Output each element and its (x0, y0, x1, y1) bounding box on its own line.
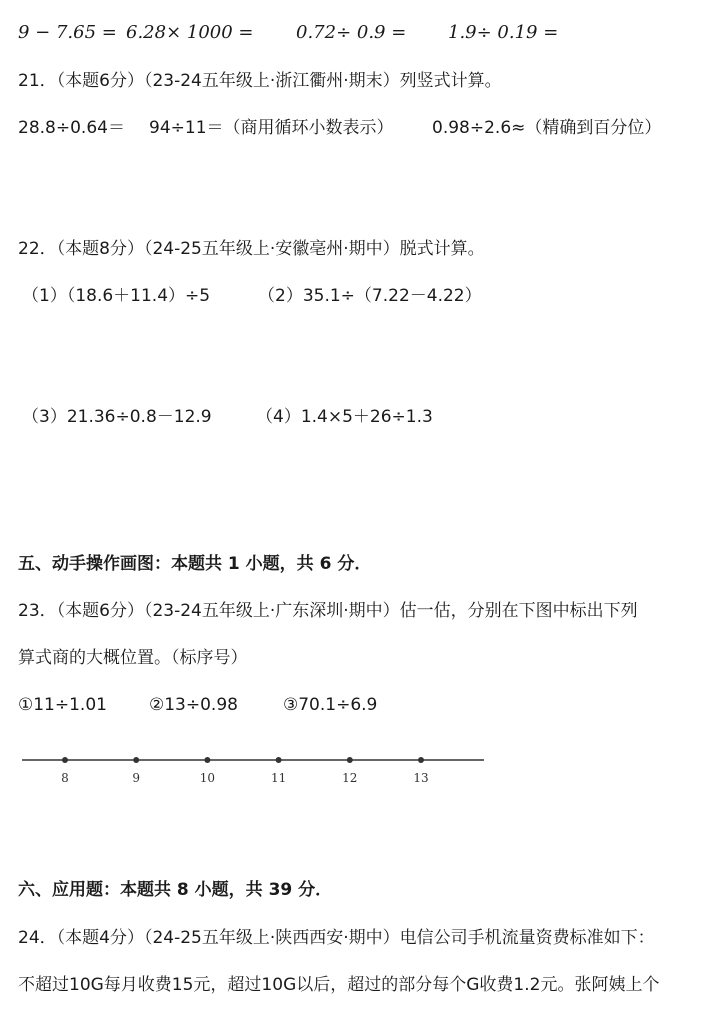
q23-item-1: ①11÷1.01 (18, 695, 107, 715)
number-line-point (347, 757, 353, 763)
q22-item-3: （3）21.36÷0.8－12.9 (22, 407, 212, 427)
number-line-point (418, 757, 424, 763)
number-line-label: 10 (199, 771, 216, 785)
q22-title: 22．（本题8分）（24-25五年级上·安徽亳州·期中）脱式计算。 (18, 239, 485, 259)
q22-item-1: （1）（18.6＋11.4）÷5 (22, 286, 211, 306)
q24-line2: 不超过10G每月收费15元，超过10G以后，超过的部分每个G收费1.2元。张阿姨上个 (18, 975, 660, 995)
q23-title-line2: 算式商的大概位置。（标序号） (18, 648, 248, 668)
number-line-label: 12 (342, 771, 358, 785)
q20-expr-1: 9 − 7.65 = (18, 22, 117, 43)
q20-expr-4: 1.9÷ 0.19 = (448, 22, 559, 43)
q23-item-2: ②13÷0.98 (149, 695, 238, 715)
q23-title-line1: 23．（本题6分）（23-24五年级上·广东深圳·期中）估一估，分别在下图中标出下列 (18, 601, 638, 621)
number-line-point (133, 757, 139, 763)
q21-item-1: 28.8÷0.64＝ (18, 118, 125, 138)
number-line-label: 9 (132, 771, 141, 785)
q24-title: 24．（本题4分）（24-25五年级上·陕西西安·期中）电信公司手机流量资费标准如下： (18, 928, 655, 948)
number-line-label: 13 (413, 771, 429, 785)
q21-item-3: 0.98÷2.6≈（精确到百分位） (432, 118, 662, 138)
number-line-point (204, 757, 210, 763)
number-line (0, 740, 724, 800)
q23-item-3: ③70.1÷6.9 (283, 695, 378, 715)
number-line-label: 8 (61, 771, 69, 785)
section-5-heading: 五、动手操作画图：本题共 1 小题，共 6 分． (18, 554, 372, 574)
number-line-point (62, 757, 68, 763)
number-line-point (276, 757, 282, 763)
q21-title: 21．（本题6分）（23-24五年级上·浙江衢州·期末）列竖式计算。 (18, 71, 502, 91)
q22-item-4: （4）1.4×5＋26÷1.3 (256, 407, 433, 427)
number-line-label: 11 (270, 771, 287, 785)
q20-expr-2: 6.28× 1000 = (126, 22, 254, 43)
q20-expr-3: 0.72÷ 0.9 = (296, 22, 407, 43)
section-6-heading: 六、应用题：本题共 8 小题，共 39 分． (18, 880, 333, 900)
q21-item-2: 94÷11＝（商用循环小数表示） (149, 118, 394, 138)
q22-item-2: （2）35.1÷（7.22－4.22） (258, 286, 482, 306)
